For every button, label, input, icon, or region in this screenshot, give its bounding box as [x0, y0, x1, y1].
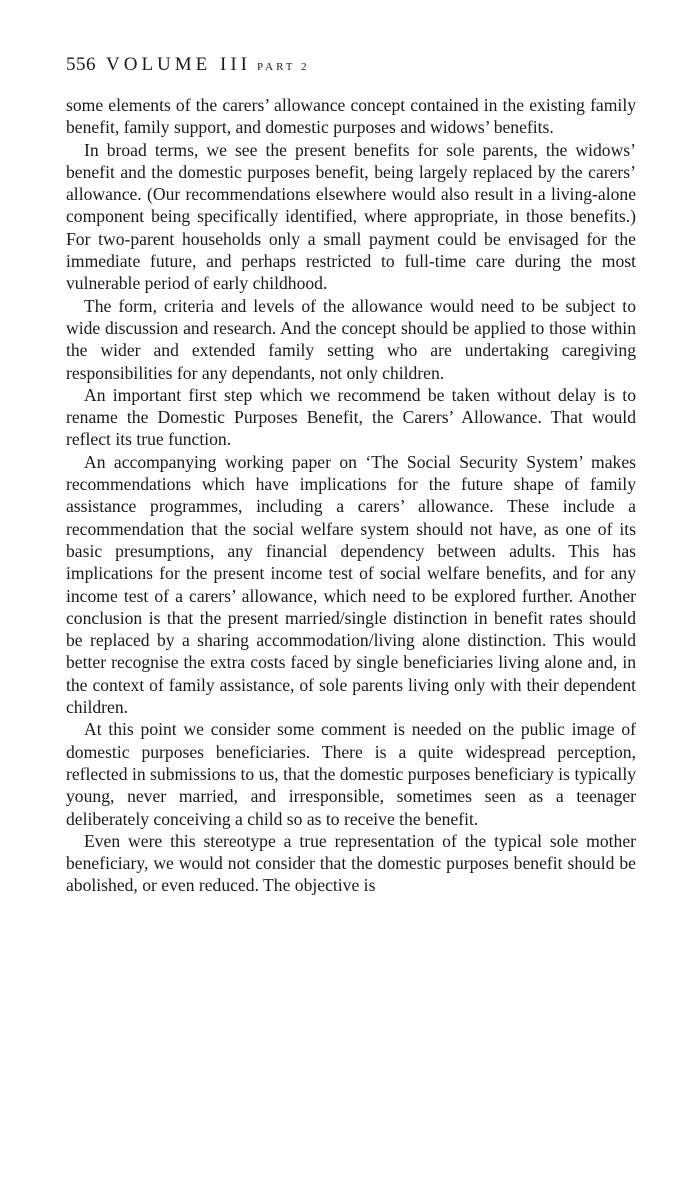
paragraph-working-paper: An accompanying working paper on ‘The Social Security System’ makes recommendations which have implications for the future shape of family assistance programmes, including a carers’ allowance. These include a recommendation that the social welfare system should not have, as one of its basic presumptions, any financial dependency between adults. This has implications for the present income test of social welfare benefits, and for any income test of a carers’ allowance, which need to be explored further. Another conclusion is that the present married/single distinction in benefit rates should be replaced by a sharing accommodation/living alone distinction. This would better recognise the extra costs faced by single beneficiaries living alone and, in the context of family assistance, of sole parents living only with their dependent children. — [66, 451, 636, 718]
part-label: PART 2 — [257, 61, 310, 73]
paragraph-continued: some elements of the carers’ allowance concept contained in the existing family benefit, family support, and domestic purposes and widows’ benefits. — [66, 95, 636, 138]
paragraph-stereotype: Even were this stereotype a true representation of the typical sole mother beneficiary, we would not consider that the domestic purposes benefit should be abolished, or even reduced. The objective is — [66, 830, 636, 896]
paragraph-public-image: At this point we consider some comment is needed on the public image of domestic purposes beneficiaries. There is a quite widespread perception, reflected in submissions to us, that the domestic purposes beneficiary is typically young, never married, and irresponsible, sometimes seen as a teenager deliberately conceiving a child so as to receive the benefit. — [66, 719, 636, 829]
paragraph-broad-terms: In broad terms, we see the present benefits for sole parents, the widows’ benefit and the domestic purposes benefit, being largely replaced by the carers’ allowance. (Our recommendations elsewhere would also result in a living-alone component being specifically identified, where appropriate, in those benefits.) For two-parent households only a small payment could be envisaged for the immediate future, and perhaps restricted to full-time care during the most vulnerable period of early childhood. — [66, 139, 636, 294]
paragraph-first-step: An important first step which we recommend be taken without delay is to rename the Domestic Purposes Benefit, the Carers’ Allowance. That would reflect its true function. — [66, 384, 636, 450]
running-head — [66, 52, 636, 80]
paragraph-form-criteria: The form, criteria and levels of the allowance would need to be subject to wide discussion and research. And the concept should be applied to those within the wider and extended family setting who are undertaking caregiving responsibilities for any dependants, not only children. — [66, 295, 636, 383]
body-text — [66, 94, 636, 897]
book-page — [66, 52, 636, 897]
page-number: 556 — [66, 54, 96, 75]
volume-label: VOLUME III — [106, 54, 252, 75]
